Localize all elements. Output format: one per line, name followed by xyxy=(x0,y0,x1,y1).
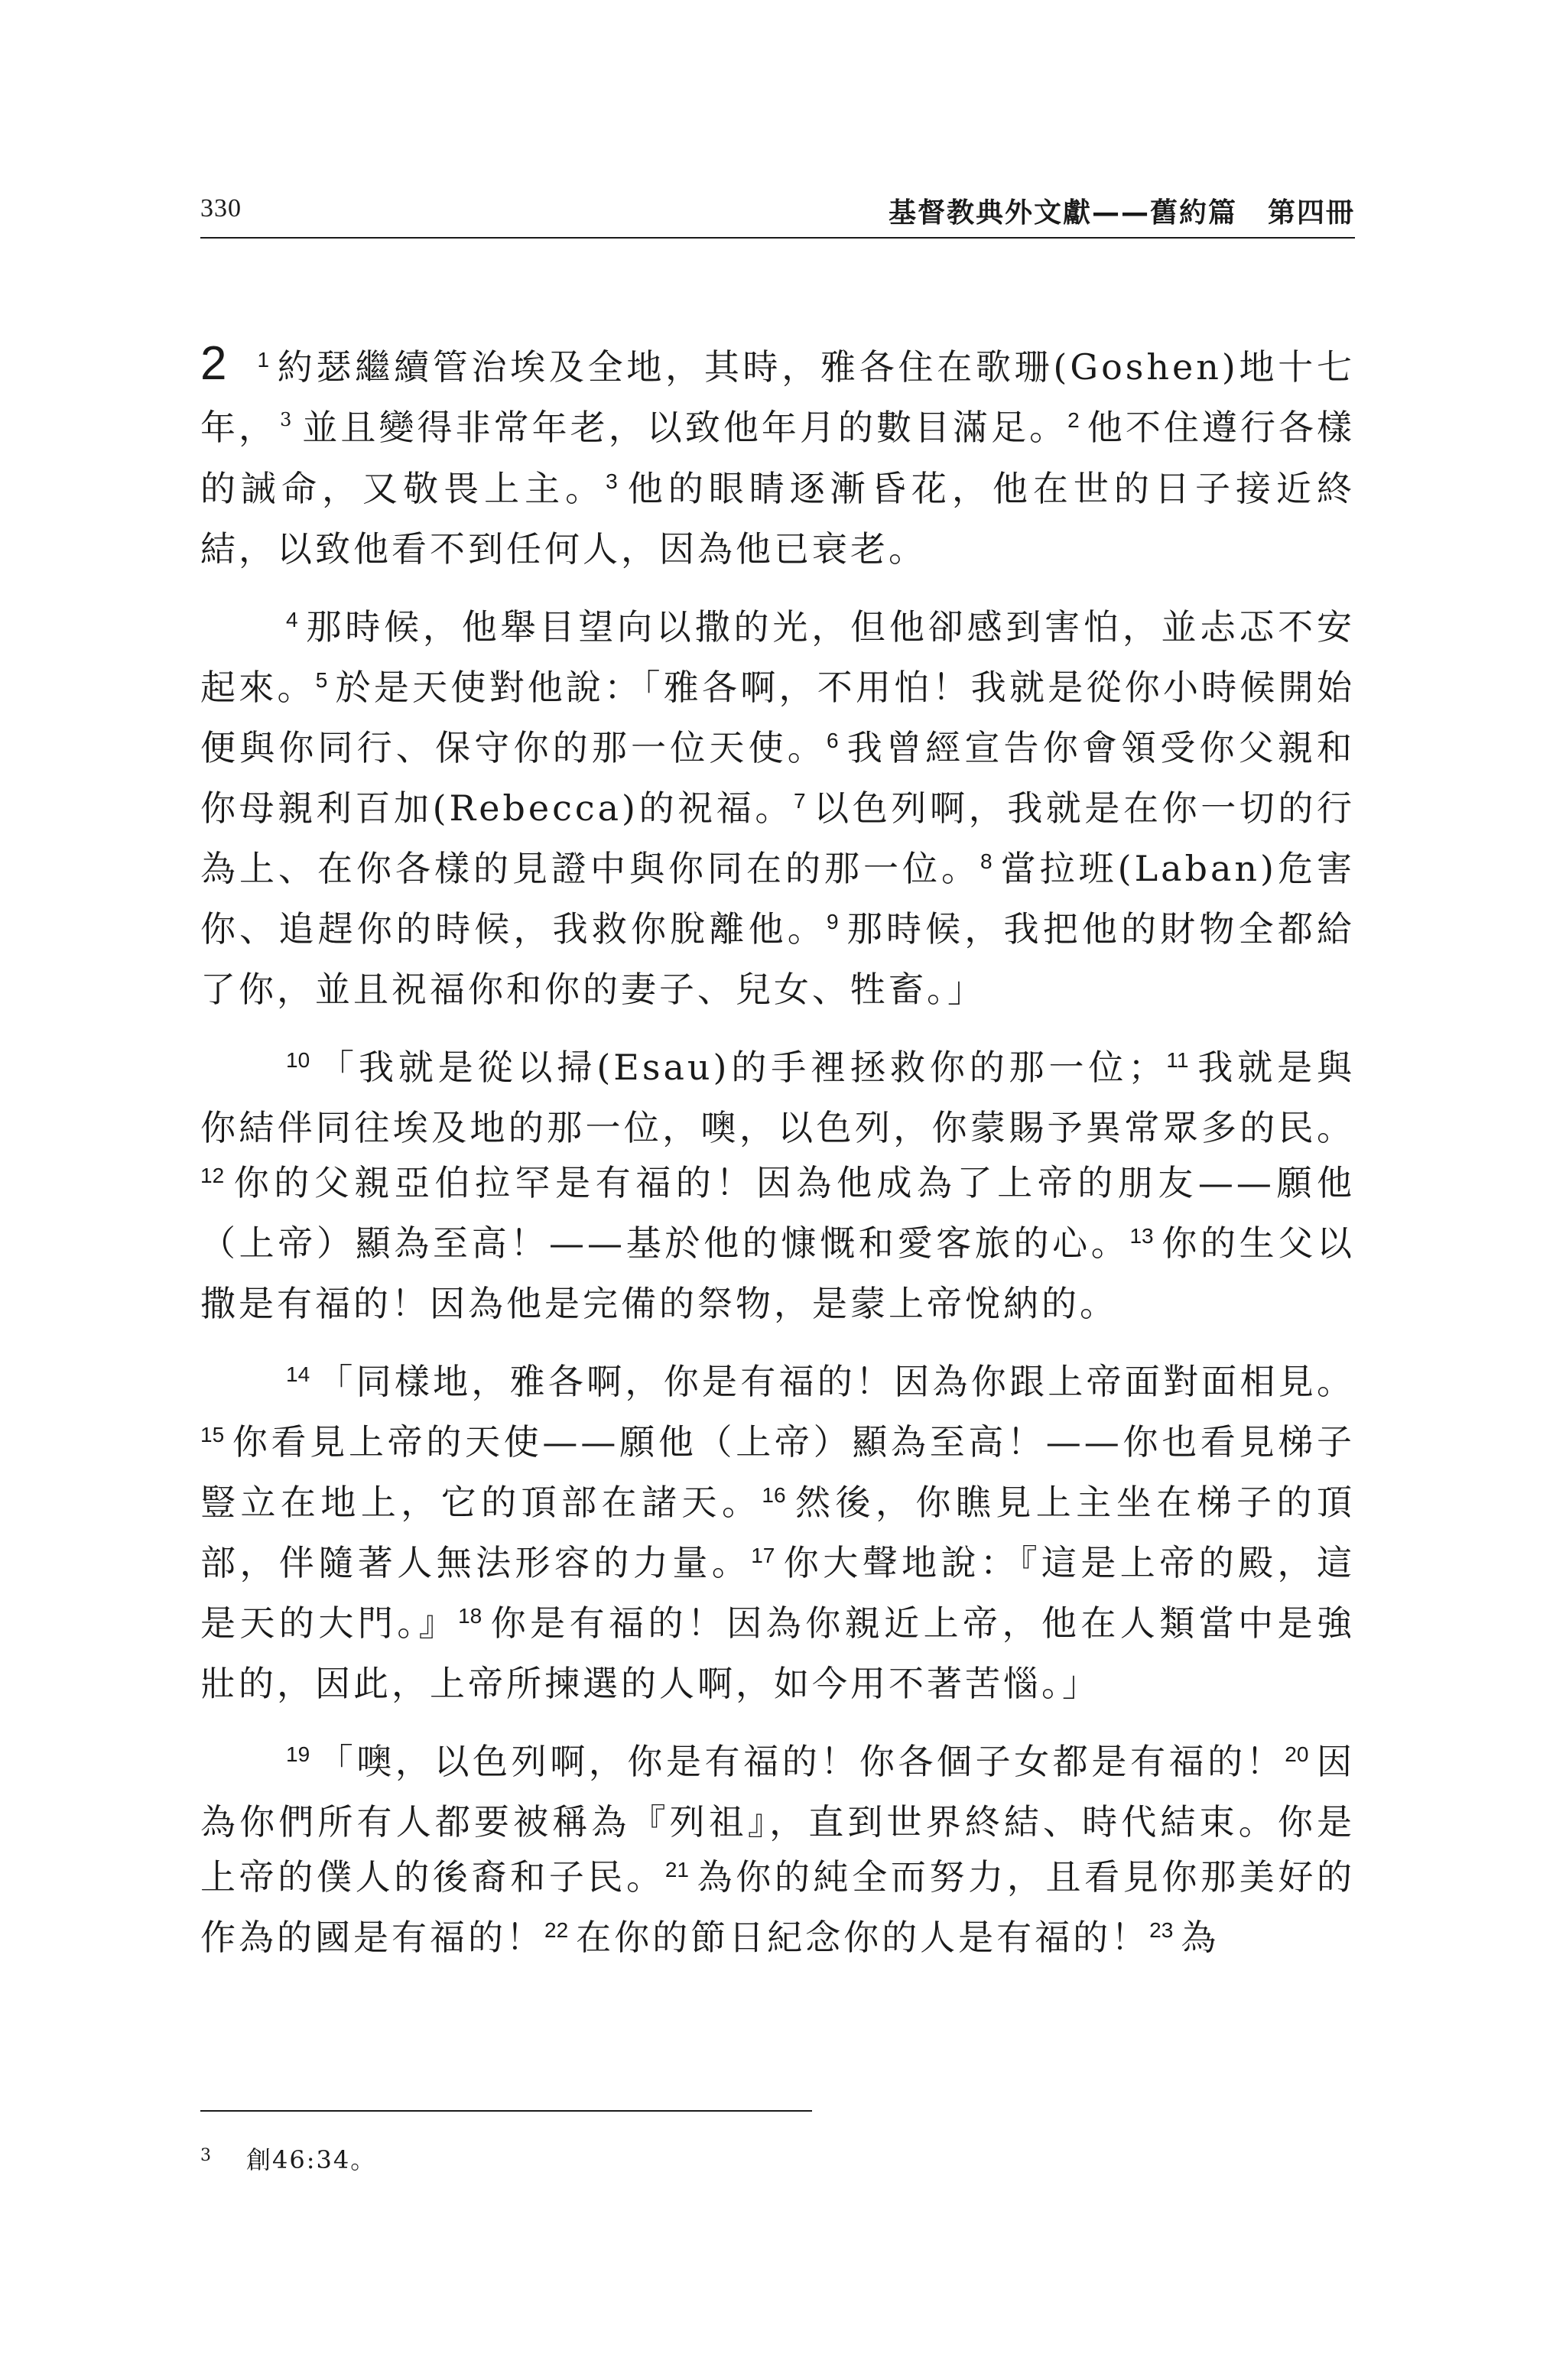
verse-text: 你是有福的！因為你親近上帝，他在人類當中是強壯的，因此，上帝所揀選的人啊，如今用不著苦惱。」 xyxy=(200,1602,1356,1704)
footnote-divider xyxy=(200,2110,812,2112)
verse-text: 「噢，以色列啊，你是有福的！你各個子女都是有福的！ xyxy=(317,1741,1285,1782)
verse-number: 6 xyxy=(827,729,839,752)
verse-number: 12 xyxy=(200,1164,225,1187)
verse-text: 為 xyxy=(1181,1917,1220,1958)
verse-number: 9 xyxy=(827,910,839,933)
paragraph xyxy=(200,1354,1355,1711)
verse-text: 我曾經宣告你會領受你父親和你母親利百加(Rebecca)的祝福。 xyxy=(200,727,1356,829)
verse-number: 2 xyxy=(1067,408,1080,432)
verse-text: 因為你們所有人都要被稱為『列祖』，直到世界終結、時代結束。你是上帝的僕人的後裔和子民。 xyxy=(200,1741,1356,1898)
verse-number: 16 xyxy=(762,1483,786,1507)
verse-text: 「同樣地，雅各啊，你是有福的！因為你跟上帝面對面相見。 xyxy=(317,1361,1355,1402)
running-title xyxy=(889,191,1355,230)
paragraph xyxy=(200,1040,1355,1331)
verse-text: 然後，你瞧見上主坐在梯子的頂部，伴隨著人無法形容的力量。 xyxy=(200,1482,1356,1583)
verse-number: 10 xyxy=(286,1048,310,1072)
verse-number: 1 xyxy=(257,348,270,372)
footnote-reference: 3 xyxy=(280,409,292,430)
verse-number: 5 xyxy=(315,668,328,692)
verse-text-continued: 並且變得非常年老，以致他年月的數目滿足。 xyxy=(302,407,1068,448)
footnote-text: 創46:34。 xyxy=(246,2145,377,2174)
page-number: 330 xyxy=(200,194,242,222)
verse-text: 我就是與你結伴同往埃及地的那一位，噢，以色列，你蒙賜予異常眾多的民。 xyxy=(200,1047,1355,1148)
paragraph xyxy=(200,336,1355,576)
verse-text: 你的父親亞伯拉罕是有福的！因為他成為了上帝的朋友——願他（上帝）顯為至高！——基於他的慷慨和愛客旅的心。 xyxy=(200,1162,1355,1264)
volume-label: 第四冊 xyxy=(1267,197,1355,229)
verse-number: 3 xyxy=(606,469,618,493)
verse-number: 8 xyxy=(980,849,993,873)
verse-text: 為你的純全而努力，且看見你那美好的作為的國是有福的！ xyxy=(200,1856,1356,1958)
verse-text: 你的生父以撒是有福的！因為他是完備的祭物，是蒙上帝悅納的。 xyxy=(200,1222,1356,1324)
verse-text: 他的眼睛逐漸昏花，他在世的日子接近終結，以致他看不到任何人，因為他已衰老。 xyxy=(200,468,1356,570)
verse-text: 你看見上帝的天使——願他（上帝）顯為至高！——你也看見梯子豎立在地上，它的頂部在諸天。 xyxy=(200,1421,1355,1523)
verse-text: 那時候，他舉目望向以撒的光，但他卻感到害怕，並忐忑不安起來。 xyxy=(200,606,1355,708)
verse xyxy=(544,1917,1149,1958)
verse-number: 20 xyxy=(1285,1742,1309,1766)
verse-text: 當拉班(Laban)危害你、追趕你的時候，我救你脫離他。 xyxy=(200,848,1355,950)
verse-text: 約瑟繼續管治埃及全地，其時，雅各住在歌珊(Goshen)地十七年， xyxy=(200,346,1355,448)
verse-number: 4 xyxy=(286,608,298,632)
verse-number: 15 xyxy=(200,1423,225,1447)
verse xyxy=(286,1361,1355,1402)
verse-number: 11 xyxy=(1166,1048,1189,1072)
verse-number: 21 xyxy=(664,1858,689,1882)
verse xyxy=(1149,1917,1219,1958)
footnote-mark: 3 xyxy=(200,2146,213,2165)
verse-text: 以色列啊，我就是在你一切的行為上、在你各樣的見證中與你同在的那一位。 xyxy=(200,787,1356,889)
body-text xyxy=(200,336,1355,1970)
verse-text: 那時候，我把他的財物全都給了你，並且祝福你和你的妻子、兒女、牲畜。」 xyxy=(200,908,1356,1010)
verse xyxy=(286,1047,1166,1088)
verse-text: 「我就是從以掃(Esau)的手裡拯救你的那一位； xyxy=(317,1047,1167,1088)
verse-number: 7 xyxy=(794,789,806,813)
page-header xyxy=(200,191,1355,239)
verse-number: 17 xyxy=(751,1544,775,1567)
verse-number: 22 xyxy=(544,1918,569,1942)
verse-number: 18 xyxy=(458,1604,482,1628)
verse-text: 你大聲地說：『這是上帝的殿，這是天的大門。』 xyxy=(200,1542,1356,1644)
paragraph xyxy=(200,1734,1355,1970)
verse-text: 他不住遵行各樣的誡命，又敬畏上主。 xyxy=(200,407,1356,509)
chapter-number: 2 xyxy=(200,337,227,390)
verse-number: 23 xyxy=(1149,1918,1174,1942)
paragraph xyxy=(200,599,1355,1017)
book-title: 基督教典外文獻——舊約篇 xyxy=(888,197,1237,229)
verse xyxy=(286,1741,1285,1782)
verse-number: 19 xyxy=(286,1742,310,1766)
verse-text: 於是天使對他說：「雅各啊，不用怕！我就是從你小時候開始便與你同行、保守你的那一位天使。 xyxy=(200,667,1356,768)
verse-number: 13 xyxy=(1129,1224,1154,1248)
verse-number: 14 xyxy=(286,1362,310,1386)
verse-text: 在你的節日紀念你的人是有福的！ xyxy=(576,1917,1150,1958)
footnote xyxy=(200,2141,376,2176)
